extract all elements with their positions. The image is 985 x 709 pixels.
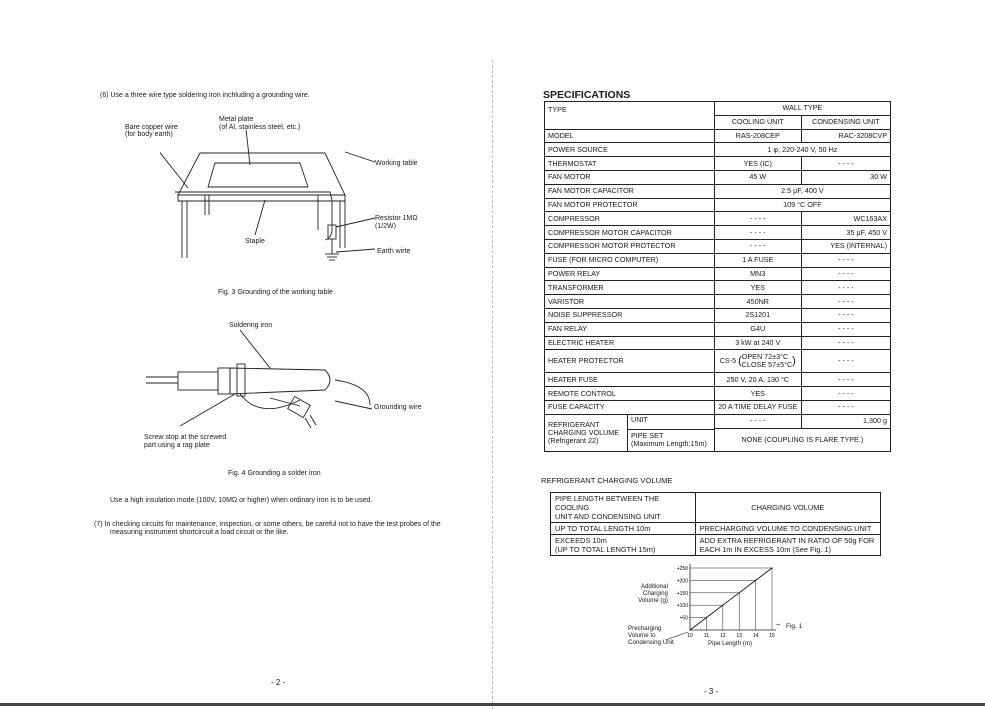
- spec-label: COMPRESSOR MOTOR CAPACITOR: [545, 226, 715, 240]
- refrigerant-pipe1: PIPE SET: [631, 430, 664, 440]
- fig1-xtick-label: 14: [752, 633, 759, 639]
- fig1-xtick-label: 15: [769, 633, 775, 639]
- heater-protector-open: OPEN 72±3°C: [741, 352, 789, 362]
- fig3-caption: Fig. 3 Grounding of the working table: [218, 289, 333, 296]
- spec-value-cooling: - - - -: [714, 212, 801, 226]
- rcv-r2a1: EXCEEDS 10m: [555, 536, 607, 545]
- spec-row: [545, 253, 891, 267]
- refrigerant-cell: [545, 414, 715, 451]
- label-working-table: Working table: [375, 160, 418, 167]
- fig1-ytick-label: +50: [679, 615, 688, 622]
- spec-label: POWER RELAY: [545, 267, 715, 281]
- heater-protector-cond: - - - -: [801, 350, 890, 373]
- fig1-xtick-label: 10: [687, 633, 693, 639]
- spec-value-condensing: - - - -: [801, 308, 890, 322]
- spec-row: [545, 212, 891, 226]
- rcv-h1a: PIPE LENGTH BETWEEN THE COOLING: [555, 494, 660, 512]
- label-copper-wire: Bare copper wire: [125, 124, 178, 131]
- refrigerant-label3: (Refrigerant 22): [548, 435, 599, 445]
- label-screw-stop: Screw stop at the screwed: [144, 434, 227, 441]
- spec-row: [545, 170, 891, 184]
- spec-label: HEATER PROTECTOR: [545, 350, 715, 373]
- spec-value-condensing: - - - -: [801, 281, 890, 295]
- spec-header-row: [545, 102, 891, 116]
- spec-value-condensing: 30 W: [801, 170, 890, 184]
- refrigerant-label2: CHARGING VOLUME: [548, 427, 620, 437]
- label-metal-plate: Metal plate: [219, 116, 254, 123]
- rcv-title: REFRIGERANT CHARGING VOLUME: [541, 476, 673, 485]
- soldering-iron-illustration: [140, 330, 380, 440]
- fig1-caption: Fig. 1: [786, 623, 803, 630]
- spec-value-condensing: - - - -: [801, 322, 890, 336]
- spec-label: POWER SOURCE: [545, 143, 715, 157]
- spec-value-cooling: - - - -: [714, 239, 801, 253]
- spec-value-cooling: 1 A FUSE: [714, 253, 801, 267]
- label-resistor: Resistor 1MΩ: [375, 215, 418, 222]
- rcv-r1a: UP TO TOTAL LENGTH 10m: [551, 523, 696, 535]
- spec-value-cooling: 450NR: [714, 295, 801, 309]
- refrigerant-sub-block: [628, 415, 714, 451]
- rcv-r1b: PRECHARGING VOLUME TO CONDENSING UNIT: [695, 523, 880, 535]
- spec-row: [545, 157, 891, 171]
- spec-row: [545, 184, 891, 198]
- spec-value-condensing: - - - -: [801, 253, 890, 267]
- fig1-ytick-label: +250: [676, 566, 688, 572]
- specifications-title: SPECIFICATIONS: [543, 89, 631, 101]
- item-7-line1: (7) In checking circuits for maintenance, inspection, or some others, be careful not to have the test probes of the: [94, 521, 441, 528]
- fig1-pre2: Volume to: [628, 632, 656, 639]
- label-copper-wire-sub: (for body earth): [125, 131, 173, 138]
- fig1-data-point: [706, 617, 707, 618]
- fig1-data-point: [739, 592, 740, 593]
- spec-row: [545, 143, 891, 157]
- rcv-r2b2: EACH 1m IN EXCESS 10m (See Fig. 1): [699, 545, 832, 554]
- spec-row: [545, 267, 891, 281]
- header-condensing-unit: CONDENSING UNIT: [801, 115, 890, 129]
- spec-value-cooling: - - - -: [714, 226, 801, 240]
- item-6-text: (6) Use a three wire type soldering iron inchluding a grounding wire.: [100, 92, 310, 99]
- page-number-right: - 3 -: [704, 687, 719, 696]
- fig1-ylabel-1: Additional: [640, 583, 668, 590]
- spec-value-condensing: - - - -: [801, 295, 890, 309]
- spec-row: [545, 373, 891, 387]
- spec-value-both: 109 °C OFF: [714, 198, 890, 212]
- fig1-xlabel: Pipe Length (m): [708, 640, 753, 647]
- spec-label: COMPRESSOR MOTOR PROTECTOR: [545, 239, 715, 253]
- refrigerant-label1: REFRIGERANT: [548, 419, 600, 429]
- spec-row: [545, 308, 891, 322]
- spec-label: FAN MOTOR: [545, 170, 715, 184]
- header-type: TYPE: [545, 102, 715, 130]
- spec-row: [545, 295, 891, 309]
- charging-volume-table: [550, 492, 881, 556]
- spec-label: TRANSFORMER: [545, 281, 715, 295]
- spec-row-heater-protector: [545, 350, 891, 373]
- rcv-h2: CHARGING VOLUME: [695, 493, 880, 523]
- spec-value-both: 1 φ, 220-240 V, 50 Hz: [714, 143, 890, 157]
- scan-bottom-edge: [0, 703, 985, 706]
- spec-value-condensing: RAC-3208CVP: [801, 129, 890, 143]
- rcv-r2a2: (UP TO TOTAL LENGTH 15m): [555, 545, 656, 554]
- spec-row: [545, 129, 891, 143]
- fig1-data-point: [771, 567, 772, 568]
- spec-label: ELECTRIC HEATER: [545, 336, 715, 350]
- page-number-left: - 2 -: [271, 678, 286, 687]
- spec-value-cooling: YES: [714, 387, 801, 401]
- header-wall-type: WALL TYPE: [714, 102, 890, 116]
- spec-label: NOISE SUPPRESSOR: [545, 308, 715, 322]
- spec-label: MODEL: [545, 129, 715, 143]
- insulation-note: Use a high insulation mode (100V, 10MΩ or higher) when ordinary iron is to be used.: [110, 497, 373, 504]
- spec-body-2: [545, 373, 891, 414]
- spec-value-cooling: 45 W: [714, 170, 801, 184]
- fig1-ylabel-3: Volume (g): [638, 597, 668, 604]
- spec-value-cooling: MN3: [714, 267, 801, 281]
- label-screw-stop-sub: part using a rag plate: [144, 442, 210, 449]
- label-resistor-sub: (1/2W): [375, 223, 396, 230]
- refrigerant-label-block: [545, 415, 628, 451]
- spec-value-cooling: 20 A TIME DELAY FUSE: [714, 400, 801, 414]
- spec-value-cooling: 2S1201: [714, 308, 801, 322]
- spec-label: FUSE CAPACITY: [545, 400, 715, 414]
- spec-value-condensing: - - - -: [801, 400, 890, 414]
- rcv-row-2: [551, 535, 881, 556]
- spec-label: FAN MOTOR CAPACITOR: [545, 184, 715, 198]
- spec-label: FAN MOTOR PROTECTOR: [545, 198, 715, 212]
- fig1-ytick-label: +200: [676, 578, 688, 585]
- label-earth-wire: Earth wirte: [377, 248, 411, 255]
- rcv-h1b: UNIT AND CONDENSING UNIT: [555, 512, 661, 521]
- fig1-ytick-label: +150: [676, 590, 688, 597]
- spec-value-cooling: YES (IC): [714, 157, 801, 171]
- heater-protector-value: CS-5 ( OPEN 72±3°C CLOSE 57±5°C ): [714, 350, 801, 373]
- fig1-xtick-label: 11: [703, 633, 710, 639]
- rcv-r2b1: ADD EXTRA REFRIGERANT IN RATIO OF 50g FOR: [699, 536, 875, 545]
- refrigerant-pipe-value: NONE (COUPLING IS FLARE TYPE.): [714, 428, 890, 451]
- fig4-caption: Fig. 4 Grounding a solder iron: [228, 470, 321, 477]
- spec-row: [545, 239, 891, 253]
- fig1-series-line: [690, 568, 772, 630]
- spec-value-condensing: WC163AX: [801, 212, 890, 226]
- rcv-r2b: [695, 535, 880, 556]
- label-soldering-iron: Soldering iron: [229, 322, 273, 329]
- working-table-illustration: [160, 130, 390, 280]
- header-cooling-unit: COOLING UNIT: [714, 115, 801, 129]
- label-staple: Staple: [245, 238, 265, 245]
- spec-value-condensing: - - - -: [801, 387, 890, 401]
- refrigerant-pipe2: (Maximum Length:15m): [631, 438, 707, 448]
- charging-volume-chart: [660, 560, 780, 640]
- left-page: [0, 0, 492, 709]
- fig1-xtick-label: 12: [720, 633, 726, 639]
- spec-label: COMPRESSOR: [545, 212, 715, 226]
- rcv-header-row: [551, 493, 881, 523]
- heater-protector-prefix: CS-5: [719, 356, 737, 366]
- heater-protector-close: CLOSE 57±5°C: [741, 360, 793, 370]
- spec-value-cooling: 3 kW at 240 V: [714, 336, 801, 350]
- spec-label: FUSE (FOR MICRO COMPUTER): [545, 253, 715, 267]
- spec-value-condensing: - - - -: [801, 373, 890, 387]
- spec-label: FAN RELAY: [545, 322, 715, 336]
- specifications-table: [544, 101, 891, 452]
- refrigerant-unit-label: UNIT: [628, 415, 714, 430]
- spec-label: HEATER FUSE: [545, 373, 715, 387]
- refrigerant-unit-cool: - - - -: [714, 414, 801, 428]
- fig1-ytick-label: +100: [676, 603, 688, 610]
- item-7-line2: measuring instrument shortcircuit a load circuit or the like.: [110, 529, 289, 536]
- spec-row-refrigerant-unit: [545, 414, 891, 428]
- fig1-xtick-label: 13: [736, 633, 742, 639]
- spec-row: [545, 387, 891, 401]
- fig1-ylabel-2: Charging: [642, 590, 668, 597]
- rcv-header-pipe: [551, 493, 696, 523]
- fig1-pre1: Precharging: [628, 625, 662, 632]
- spec-value-condensing: YES (INTERNAL): [801, 239, 890, 253]
- spec-row: [545, 336, 891, 350]
- spec-row: [545, 226, 891, 240]
- spec-label: VARISTOR: [545, 295, 715, 309]
- fig1-precharge-leader: [660, 632, 688, 640]
- spec-value-both: 2.5 μF, 400 V: [714, 184, 890, 198]
- spec-value-condensing: - - - -: [801, 157, 890, 171]
- refrigerant-pipe-block: [628, 430, 714, 450]
- rcv-row-1: [551, 523, 881, 535]
- spec-value-condensing: 35 μF, 450 V: [801, 226, 890, 240]
- fig1-data-point: [722, 605, 723, 606]
- fig1-pre3: Condensing Unit: [628, 639, 674, 646]
- spec-label: THERMOSTAT: [545, 157, 715, 171]
- spec-row: [545, 400, 891, 414]
- refrigerant-unit-cond: 1,300 g: [801, 414, 890, 428]
- spec-row: [545, 322, 891, 336]
- label-metal-plate-sub: (of Al, stainless steel, etc.): [219, 124, 301, 131]
- fig1-caption-leader: [776, 624, 780, 628]
- spec-body: [545, 129, 891, 350]
- spec-label: REMOTE CONTROL: [545, 387, 715, 401]
- spec-value-cooling: RAS-208CEP: [714, 129, 801, 143]
- spec-value-cooling: 250 V, 20 A, 130 °C: [714, 373, 801, 387]
- spec-row: [545, 281, 891, 295]
- rcv-r2a: [551, 535, 696, 556]
- label-grounding-wire: Grounding wire: [374, 404, 422, 411]
- spec-value-cooling: G4U: [714, 322, 801, 336]
- spec-row: [545, 198, 891, 212]
- fig1-data-point: [689, 629, 690, 630]
- spec-value-cooling: YES: [714, 281, 801, 295]
- spec-value-condensing: - - - -: [801, 267, 890, 281]
- spec-value-condensing: - - - -: [801, 336, 890, 350]
- fig1-data-point: [755, 580, 756, 581]
